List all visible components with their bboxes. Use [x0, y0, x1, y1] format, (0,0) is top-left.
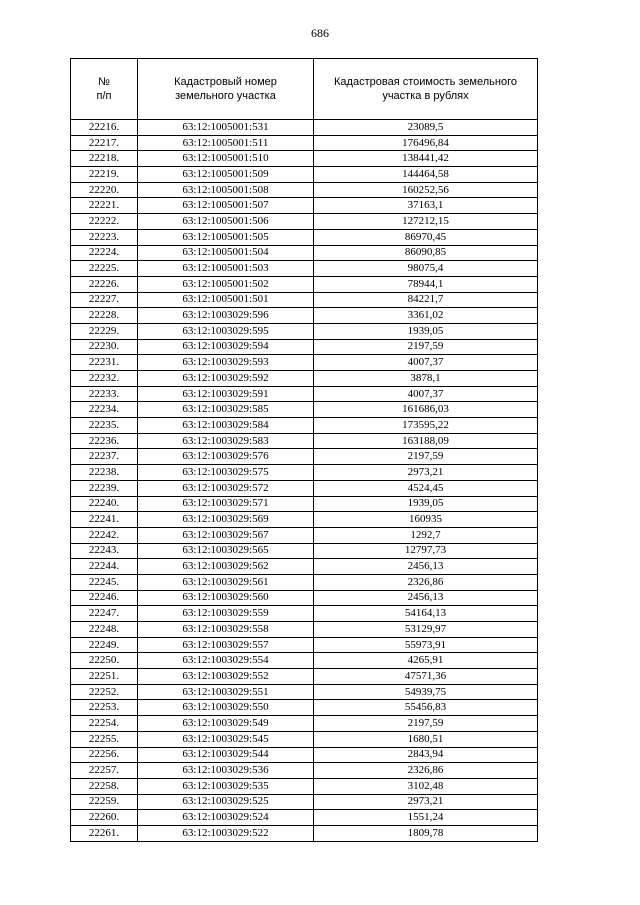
cadastral-number-cell: 63:12:1005001:511 [138, 135, 314, 151]
row-number-cell: 22224. [71, 245, 138, 261]
cadastral-value-cell: 2843,94 [314, 747, 538, 763]
table-row [71, 167, 538, 183]
cadastral-value-cell: 86970,45 [314, 229, 538, 245]
row-number-cell: 22226. [71, 276, 138, 292]
cadastral-number-cell: 63:12:1005001:503 [138, 261, 314, 277]
cadastral-number-cell: 63:12:1003029:592 [138, 371, 314, 387]
cadastral-value-cell: 3878,1 [314, 371, 538, 387]
cadastral-value-cell: 127212,15 [314, 214, 538, 230]
row-number-cell: 22231. [71, 355, 138, 371]
cadastral-number-cell: 63:12:1003029:567 [138, 527, 314, 543]
cadastral-number-cell: 63:12:1003029:544 [138, 747, 314, 763]
row-number-cell: 22237. [71, 449, 138, 465]
cadastral-number-cell: 63:12:1003029:522 [138, 825, 314, 841]
table-row [71, 825, 538, 841]
cadastral-value-cell: 3361,02 [314, 308, 538, 324]
table-row [71, 261, 538, 277]
cadastral-number-cell: 63:12:1005001:507 [138, 198, 314, 214]
cadastral-number-cell: 63:12:1003029:593 [138, 355, 314, 371]
cadastral-value-cell: 2197,59 [314, 716, 538, 732]
row-number-cell: 22261. [71, 825, 138, 841]
table-row [71, 653, 538, 669]
row-number-cell: 22246. [71, 590, 138, 606]
row-number-cell: 22235. [71, 418, 138, 434]
cadastral-value-cell: 2456,13 [314, 590, 538, 606]
cadastral-value-cell: 2456,13 [314, 559, 538, 575]
row-number-cell: 22221. [71, 198, 138, 214]
cadastral-value-cell: 144464,58 [314, 167, 538, 183]
cadastral-value-cell: 53129,97 [314, 622, 538, 638]
cadastral-value-cell: 4007,37 [314, 386, 538, 402]
cadastral-value-cell: 2326,86 [314, 574, 538, 590]
cadastral-value-table [70, 58, 538, 842]
cadastral-number-cell: 63:12:1003029:569 [138, 512, 314, 528]
table-row [71, 151, 538, 167]
row-number-cell: 22217. [71, 135, 138, 151]
cadastral-number-cell: 63:12:1003029:545 [138, 731, 314, 747]
cadastral-number-cell: 63:12:1005001:508 [138, 182, 314, 198]
cadastral-number-cell: 63:12:1003029:585 [138, 402, 314, 418]
row-number-cell: 22259. [71, 794, 138, 810]
cadastral-number-cell: 63:12:1003029:595 [138, 323, 314, 339]
row-number-cell: 22239. [71, 480, 138, 496]
row-number-cell: 22233. [71, 386, 138, 402]
row-number-cell: 22260. [71, 810, 138, 826]
cadastral-number-cell: 63:12:1003029:551 [138, 684, 314, 700]
cadastral-number-cell: 63:12:1005001:502 [138, 276, 314, 292]
cadastral-value-cell: 4007,37 [314, 355, 538, 371]
table-row [71, 449, 538, 465]
row-number-cell: 22229. [71, 323, 138, 339]
cadastral-value-cell: 173595,22 [314, 418, 538, 434]
cadastral-number-cell: 63:12:1005001:504 [138, 245, 314, 261]
row-number-cell: 22220. [71, 182, 138, 198]
row-number-cell: 22241. [71, 512, 138, 528]
cadastral-number-cell: 63:12:1003029:594 [138, 339, 314, 355]
table-row [71, 700, 538, 716]
cadastral-value-cell: 2197,59 [314, 339, 538, 355]
cadastral-number-cell: 63:12:1003029:552 [138, 669, 314, 685]
cadastral-value-cell: 2973,21 [314, 794, 538, 810]
row-number-cell: 22248. [71, 622, 138, 638]
header-value-label: Кадастровая стоимость земельного участка в рублях [334, 76, 517, 102]
cadastral-number-cell: 63:12:1005001:505 [138, 229, 314, 245]
cadastral-number-cell: 63:12:1005001:531 [138, 120, 314, 136]
cadastral-value-cell: 84221,7 [314, 292, 538, 308]
row-number-cell: 22236. [71, 433, 138, 449]
table-row [71, 669, 538, 685]
row-number-cell: 22252. [71, 684, 138, 700]
cadastral-value-cell: 55456,83 [314, 700, 538, 716]
table-row [71, 590, 538, 606]
row-number-cell: 22250. [71, 653, 138, 669]
row-number-cell: 22232. [71, 371, 138, 387]
cadastral-value-cell: 160252,56 [314, 182, 538, 198]
table-row [71, 229, 538, 245]
cadastral-number-cell: 63:12:1003029:575 [138, 465, 314, 481]
cadastral-number-cell: 63:12:1003029:554 [138, 653, 314, 669]
table-row [71, 543, 538, 559]
cadastral-value-cell: 1809,78 [314, 825, 538, 841]
cadastral-value-cell: 138441,42 [314, 151, 538, 167]
cadastral-number-cell: 63:12:1005001:510 [138, 151, 314, 167]
cadastral-number-cell: 63:12:1003029:584 [138, 418, 314, 434]
table-header [71, 59, 538, 120]
cadastral-number-cell: 63:12:1003029:576 [138, 449, 314, 465]
table-row [71, 371, 538, 387]
table-row [71, 323, 538, 339]
table-row [71, 198, 538, 214]
row-number-cell: 22225. [71, 261, 138, 277]
table-row [71, 245, 538, 261]
cadastral-number-cell: 63:12:1003029:596 [138, 308, 314, 324]
table-row [71, 574, 538, 590]
table-row [71, 637, 538, 653]
row-number-cell: 22245. [71, 574, 138, 590]
cadastral-value-cell: 1680,51 [314, 731, 538, 747]
row-number-cell: 22216. [71, 120, 138, 136]
row-number-cell: 22257. [71, 763, 138, 779]
table-row [71, 527, 538, 543]
cadastral-value-cell: 86090,85 [314, 245, 538, 261]
cadastral-number-cell: 63:12:1003029:536 [138, 763, 314, 779]
cadastral-number-cell: 63:12:1003029:557 [138, 637, 314, 653]
cadastral-number-cell: 63:12:1003029:525 [138, 794, 314, 810]
row-number-cell: 22242. [71, 527, 138, 543]
row-number-cell: 22222. [71, 214, 138, 230]
row-number-cell: 22219. [71, 167, 138, 183]
table-row [71, 731, 538, 747]
cadastral-number-cell: 63:12:1003029:524 [138, 810, 314, 826]
cadastral-number-cell: 63:12:1003029:571 [138, 496, 314, 512]
cadastral-value-cell: 54939,75 [314, 684, 538, 700]
cadastral-value-cell: 37163,1 [314, 198, 538, 214]
cadastral-value-cell: 2197,59 [314, 449, 538, 465]
cadastral-number-cell: 63:12:1005001:506 [138, 214, 314, 230]
cadastral-value-cell: 3102,48 [314, 778, 538, 794]
row-number-cell: 22258. [71, 778, 138, 794]
cadastral-value-cell: 55973,91 [314, 637, 538, 653]
row-number-cell: 22234. [71, 402, 138, 418]
table-row [71, 716, 538, 732]
cadastral-value-cell: 78944,1 [314, 276, 538, 292]
cadastral-number-cell: 63:12:1003029:583 [138, 433, 314, 449]
table-row [71, 512, 538, 528]
row-number-cell: 22249. [71, 637, 138, 653]
cadastral-value-cell: 163188,09 [314, 433, 538, 449]
row-number-cell: 22251. [71, 669, 138, 685]
cadastral-value-cell: 1292,7 [314, 527, 538, 543]
table-row [71, 778, 538, 794]
table-row [71, 292, 538, 308]
cadastral-value-cell: 1939,05 [314, 323, 538, 339]
cadastral-number-cell: 63:12:1003029:591 [138, 386, 314, 402]
table-row [71, 433, 538, 449]
cadastral-number-cell: 63:12:1003029:550 [138, 700, 314, 716]
header-number-label: № п/п [96, 76, 112, 102]
cadastral-value-cell: 161686,03 [314, 402, 538, 418]
row-number-cell: 22256. [71, 747, 138, 763]
table-row [71, 763, 538, 779]
table-row [71, 622, 538, 638]
cadastral-number-cell: 63:12:1003029:535 [138, 778, 314, 794]
header-cadastral-number [138, 59, 314, 120]
table-row [71, 684, 538, 700]
cadastral-value-cell: 160935 [314, 512, 538, 528]
row-number-cell: 22253. [71, 700, 138, 716]
row-number-cell: 22240. [71, 496, 138, 512]
table-row [71, 747, 538, 763]
table-row [71, 402, 538, 418]
table-row [71, 386, 538, 402]
cadastral-value-cell: 4524,45 [314, 480, 538, 496]
table-row [71, 465, 538, 481]
cadastral-value-cell: 1551,24 [314, 810, 538, 826]
table-row [71, 559, 538, 575]
cadastral-value-cell: 176496,84 [314, 135, 538, 151]
cadastral-value-cell: 54164,13 [314, 606, 538, 622]
cadastral-value-cell: 98075,4 [314, 261, 538, 277]
table-row [71, 418, 538, 434]
table-row [71, 308, 538, 324]
row-number-cell: 22218. [71, 151, 138, 167]
table-row [71, 120, 538, 136]
row-number-cell: 22243. [71, 543, 138, 559]
table-row [71, 182, 538, 198]
cadastral-value-cell: 4265,91 [314, 653, 538, 669]
cadastral-value-cell: 23089,5 [314, 120, 538, 136]
cadastral-value-cell: 12797,73 [314, 543, 538, 559]
row-number-cell: 22238. [71, 465, 138, 481]
table-row [71, 480, 538, 496]
table-row [71, 214, 538, 230]
row-number-cell: 22223. [71, 229, 138, 245]
cadastral-number-cell: 63:12:1005001:501 [138, 292, 314, 308]
row-number-cell: 22255. [71, 731, 138, 747]
header-cadastral-value [314, 59, 538, 120]
cadastral-value-cell: 2973,21 [314, 465, 538, 481]
row-number-cell: 22254. [71, 716, 138, 732]
header-cadastral-label: Кадастровый номер земельного участка [174, 76, 277, 102]
cadastral-number-cell: 63:12:1003029:561 [138, 574, 314, 590]
cadastral-value-cell: 47571,36 [314, 669, 538, 685]
cadastral-number-cell: 63:12:1003029:559 [138, 606, 314, 622]
row-number-cell: 22227. [71, 292, 138, 308]
table-row [71, 135, 538, 151]
cadastral-number-cell: 63:12:1003029:572 [138, 480, 314, 496]
row-number-cell: 22230. [71, 339, 138, 355]
table-row [71, 276, 538, 292]
table-row [71, 810, 538, 826]
page-number: 686 [311, 26, 329, 40]
cadastral-number-cell: 63:12:1003029:549 [138, 716, 314, 732]
row-number-cell: 22228. [71, 308, 138, 324]
table-body [71, 120, 538, 842]
cadastral-number-cell: 63:12:1005001:509 [138, 167, 314, 183]
cadastral-value-cell: 2326,86 [314, 763, 538, 779]
table-row [71, 794, 538, 810]
header-number [71, 59, 138, 120]
table-row [71, 606, 538, 622]
cadastral-number-cell: 63:12:1003029:562 [138, 559, 314, 575]
cadastral-number-cell: 63:12:1003029:565 [138, 543, 314, 559]
cadastral-number-cell: 63:12:1003029:560 [138, 590, 314, 606]
table-row [71, 355, 538, 371]
table-row [71, 496, 538, 512]
cadastral-value-cell: 1939,05 [314, 496, 538, 512]
row-number-cell: 22244. [71, 559, 138, 575]
table-row [71, 339, 538, 355]
header-row [71, 59, 538, 120]
cadastral-number-cell: 63:12:1003029:558 [138, 622, 314, 638]
row-number-cell: 22247. [71, 606, 138, 622]
